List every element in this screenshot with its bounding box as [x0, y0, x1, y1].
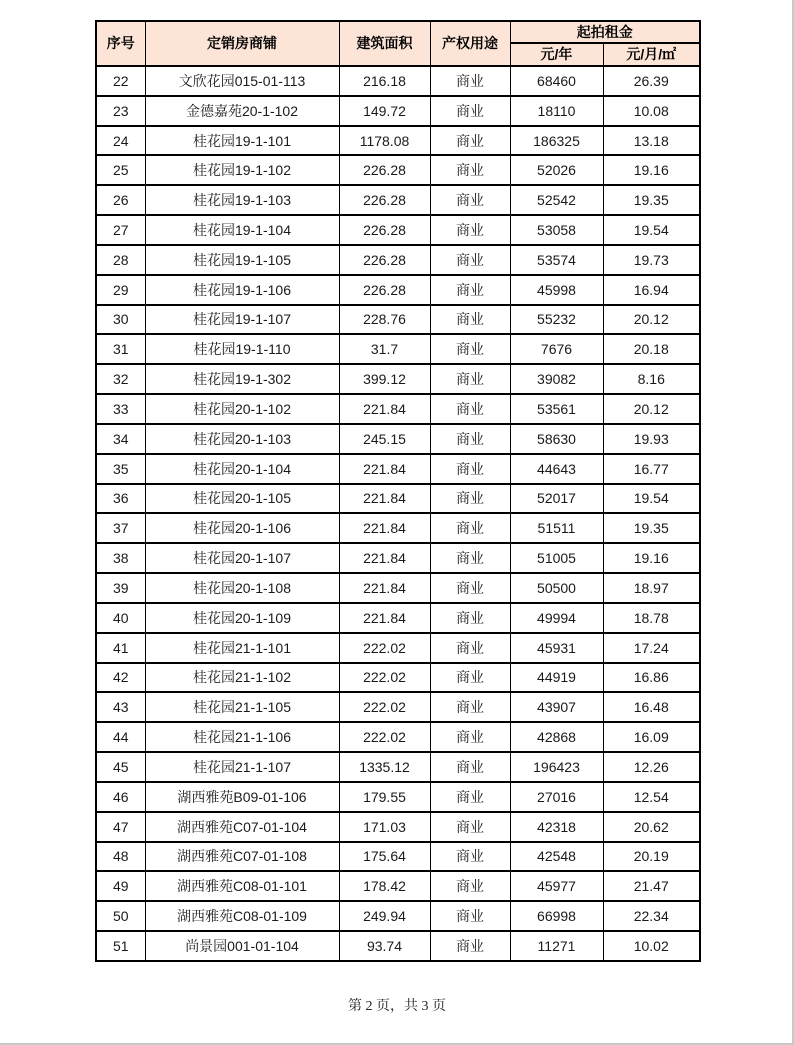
cell-area: 222.02	[339, 692, 430, 722]
cell-usage: 商业	[430, 573, 510, 603]
cell-index: 22	[96, 66, 145, 96]
cell-area: 221.84	[339, 394, 430, 424]
cell-rent-year: 58630	[510, 424, 603, 454]
cell-rent-year: 18110	[510, 96, 603, 126]
table-row	[96, 663, 700, 693]
table-row	[96, 901, 700, 931]
table-row	[96, 245, 700, 275]
header-rent-per-year: 元/年	[510, 43, 603, 66]
cell-rent-month-sqm: 19.16	[603, 155, 700, 185]
table-row	[96, 275, 700, 305]
cell-index: 51	[96, 931, 145, 961]
cell-rent-month-sqm: 17.24	[603, 633, 700, 663]
table-row	[96, 603, 700, 633]
cell-rent-year: 11271	[510, 931, 603, 961]
table-row	[96, 96, 700, 126]
cell-index: 39	[96, 573, 145, 603]
cell-shop: 湖西雅苑C08-01-109	[145, 901, 339, 931]
cell-shop: 桂花园21-1-105	[145, 692, 339, 722]
cell-shop: 桂花园19-1-105	[145, 245, 339, 275]
cell-rent-month-sqm: 20.62	[603, 812, 700, 842]
cell-shop: 湖西雅苑C07-01-104	[145, 812, 339, 842]
cell-index: 47	[96, 812, 145, 842]
table-row	[96, 454, 700, 484]
cell-rent-month-sqm: 18.97	[603, 573, 700, 603]
cell-shop: 桂花园20-1-108	[145, 573, 339, 603]
cell-rent-year: 50500	[510, 573, 603, 603]
cell-index: 31	[96, 334, 145, 364]
cell-rent-month-sqm: 16.77	[603, 454, 700, 484]
cell-usage: 商业	[430, 722, 510, 752]
cell-usage: 商业	[430, 334, 510, 364]
cell-rent-month-sqm: 20.12	[603, 305, 700, 335]
cell-area: 222.02	[339, 722, 430, 752]
cell-usage: 商业	[430, 185, 510, 215]
cell-rent-month-sqm: 16.86	[603, 663, 700, 693]
cell-usage: 商业	[430, 663, 510, 693]
header-area: 建筑面积	[339, 21, 430, 66]
cell-rent-month-sqm: 12.54	[603, 782, 700, 812]
cell-rent-year: 45998	[510, 275, 603, 305]
cell-usage: 商业	[430, 275, 510, 305]
cell-index: 30	[96, 305, 145, 335]
cell-index: 26	[96, 185, 145, 215]
cell-area: 226.28	[339, 185, 430, 215]
cell-rent-month-sqm: 8.16	[603, 364, 700, 394]
cell-usage: 商业	[430, 364, 510, 394]
cell-index: 32	[96, 364, 145, 394]
cell-area: 93.74	[339, 931, 430, 961]
table-row	[96, 812, 700, 842]
cell-index: 24	[96, 126, 145, 156]
cell-index: 45	[96, 752, 145, 782]
cell-rent-month-sqm: 19.35	[603, 185, 700, 215]
cell-index: 48	[96, 842, 145, 872]
cell-shop: 湖西雅苑C08-01-101	[145, 871, 339, 901]
cell-rent-year: 68460	[510, 66, 603, 96]
cell-index: 44	[96, 722, 145, 752]
cell-area: 31.7	[339, 334, 430, 364]
cell-shop: 桂花园20-1-102	[145, 394, 339, 424]
table-row	[96, 782, 700, 812]
cell-rent-year: 53058	[510, 215, 603, 245]
cell-area: 399.12	[339, 364, 430, 394]
cell-usage: 商业	[430, 155, 510, 185]
cell-rent-month-sqm: 19.73	[603, 245, 700, 275]
cell-area: 179.55	[339, 782, 430, 812]
cell-rent-year: 7676	[510, 334, 603, 364]
table-body	[96, 66, 700, 961]
table-row	[96, 334, 700, 364]
cell-shop: 桂花园20-1-103	[145, 424, 339, 454]
cell-rent-year: 52542	[510, 185, 603, 215]
cell-area: 1178.08	[339, 126, 430, 156]
cell-shop: 桂花园20-1-105	[145, 484, 339, 514]
table-row	[96, 871, 700, 901]
cell-shop: 桂花园19-1-101	[145, 126, 339, 156]
cell-rent-month-sqm: 13.18	[603, 126, 700, 156]
cell-shop: 金德嘉苑20-1-102	[145, 96, 339, 126]
cell-rent-month-sqm: 20.12	[603, 394, 700, 424]
cell-usage: 商业	[430, 543, 510, 573]
cell-shop: 文欣花园015-01-113	[145, 66, 339, 96]
cell-index: 36	[96, 484, 145, 514]
header-rent-per-month-sqm: 元/月/㎡	[603, 43, 700, 66]
cell-area: 226.28	[339, 215, 430, 245]
header-usage: 产权用途	[430, 21, 510, 66]
table-row	[96, 484, 700, 514]
cell-rent-year: 44643	[510, 454, 603, 484]
cell-area: 221.84	[339, 573, 430, 603]
cell-rent-year: 55232	[510, 305, 603, 335]
cell-rent-year: 39082	[510, 364, 603, 394]
cell-usage: 商业	[430, 66, 510, 96]
header-shop: 定销房商铺	[145, 21, 339, 66]
table-row	[96, 931, 700, 961]
cell-rent-month-sqm: 20.19	[603, 842, 700, 872]
cell-rent-year: 49994	[510, 603, 603, 633]
cell-index: 49	[96, 871, 145, 901]
cell-usage: 商业	[430, 842, 510, 872]
cell-index: 25	[96, 155, 145, 185]
cell-rent-month-sqm: 12.26	[603, 752, 700, 782]
cell-rent-month-sqm: 20.18	[603, 334, 700, 364]
table-row	[96, 155, 700, 185]
cell-rent-month-sqm: 18.78	[603, 603, 700, 633]
cell-index: 29	[96, 275, 145, 305]
cell-index: 50	[96, 901, 145, 931]
page-number-footer: 第 2 页，共 3 页	[348, 999, 446, 1014]
cell-shop: 桂花园19-1-107	[145, 305, 339, 335]
header-rent-group: 起拍租金	[510, 21, 700, 43]
cell-index: 27	[96, 215, 145, 245]
cell-area: 175.64	[339, 842, 430, 872]
cell-shop: 桂花园19-1-104	[145, 215, 339, 245]
cell-area: 178.42	[339, 871, 430, 901]
cell-rent-month-sqm: 19.93	[603, 424, 700, 454]
cell-rent-month-sqm: 19.54	[603, 484, 700, 514]
cell-usage: 商业	[430, 245, 510, 275]
header-index: 序号	[96, 21, 145, 66]
cell-rent-year: 196423	[510, 752, 603, 782]
cell-area: 149.72	[339, 96, 430, 126]
cell-usage: 商业	[430, 394, 510, 424]
table-row	[96, 543, 700, 573]
cell-area: 222.02	[339, 663, 430, 693]
table-row	[96, 215, 700, 245]
table-row	[96, 752, 700, 782]
cell-area: 249.94	[339, 901, 430, 931]
cell-shop: 桂花园21-1-106	[145, 722, 339, 752]
cell-rent-year: 45931	[510, 633, 603, 663]
cell-rent-year: 53574	[510, 245, 603, 275]
cell-usage: 商业	[430, 424, 510, 454]
table-row	[96, 185, 700, 215]
cell-rent-month-sqm: 19.35	[603, 513, 700, 543]
cell-area: 226.28	[339, 275, 430, 305]
cell-rent-year: 66998	[510, 901, 603, 931]
cell-rent-month-sqm: 22.34	[603, 901, 700, 931]
cell-usage: 商业	[430, 931, 510, 961]
table-row	[96, 722, 700, 752]
table-row	[96, 842, 700, 872]
cell-usage: 商业	[430, 96, 510, 126]
cell-rent-year: 51005	[510, 543, 603, 573]
cell-shop: 桂花园20-1-104	[145, 454, 339, 484]
cell-shop: 桂花园20-1-109	[145, 603, 339, 633]
cell-area: 226.28	[339, 155, 430, 185]
cell-index: 37	[96, 513, 145, 543]
cell-usage: 商业	[430, 126, 510, 156]
cell-rent-year: 44919	[510, 663, 603, 693]
table-row	[96, 692, 700, 722]
cell-shop: 湖西雅苑B09-01-106	[145, 782, 339, 812]
cell-rent-year: 186325	[510, 126, 603, 156]
cell-rent-month-sqm: 21.47	[603, 871, 700, 901]
cell-rent-year: 51511	[510, 513, 603, 543]
cell-area: 171.03	[339, 812, 430, 842]
cell-shop: 湖西雅苑C07-01-108	[145, 842, 339, 872]
cell-rent-year: 52026	[510, 155, 603, 185]
cell-usage: 商业	[430, 305, 510, 335]
cell-usage: 商业	[430, 633, 510, 663]
cell-index: 23	[96, 96, 145, 126]
cell-index: 28	[96, 245, 145, 275]
rent-table	[95, 20, 701, 962]
table-row	[96, 305, 700, 335]
cell-area: 221.84	[339, 603, 430, 633]
cell-index: 40	[96, 603, 145, 633]
cell-shop: 桂花园21-1-102	[145, 663, 339, 693]
cell-rent-month-sqm: 16.94	[603, 275, 700, 305]
cell-rent-year: 45977	[510, 871, 603, 901]
cell-shop: 桂花园19-1-106	[145, 275, 339, 305]
cell-usage: 商业	[430, 782, 510, 812]
cell-index: 42	[96, 663, 145, 693]
cell-area: 1335.12	[339, 752, 430, 782]
cell-rent-year: 43907	[510, 692, 603, 722]
cell-usage: 商业	[430, 513, 510, 543]
cell-index: 46	[96, 782, 145, 812]
cell-index: 35	[96, 454, 145, 484]
cell-shop: 桂花园20-1-106	[145, 513, 339, 543]
table-row	[96, 633, 700, 663]
cell-shop: 桂花园21-1-107	[145, 752, 339, 782]
cell-index: 38	[96, 543, 145, 573]
cell-usage: 商业	[430, 215, 510, 245]
cell-rent-year: 52017	[510, 484, 603, 514]
cell-usage: 商业	[430, 901, 510, 931]
cell-usage: 商业	[430, 871, 510, 901]
header-row-main	[96, 21, 700, 43]
cell-shop: 桂花园19-1-102	[145, 155, 339, 185]
cell-index: 34	[96, 424, 145, 454]
cell-area: 221.84	[339, 513, 430, 543]
cell-index: 43	[96, 692, 145, 722]
cell-rent-month-sqm: 16.09	[603, 722, 700, 752]
cell-area: 228.76	[339, 305, 430, 335]
cell-rent-month-sqm: 16.48	[603, 692, 700, 722]
cell-area: 226.28	[339, 245, 430, 275]
cell-index: 33	[96, 394, 145, 424]
cell-area: 216.18	[339, 66, 430, 96]
cell-shop: 桂花园21-1-101	[145, 633, 339, 663]
cell-rent-year: 53561	[510, 394, 603, 424]
cell-area: 245.15	[339, 424, 430, 454]
cell-rent-month-sqm: 10.02	[603, 931, 700, 961]
table-row	[96, 573, 700, 603]
cell-area: 221.84	[339, 484, 430, 514]
cell-shop: 桂花园20-1-107	[145, 543, 339, 573]
cell-rent-year: 42868	[510, 722, 603, 752]
cell-rent-year: 27016	[510, 782, 603, 812]
cell-area: 221.84	[339, 543, 430, 573]
cell-usage: 商业	[430, 692, 510, 722]
cell-rent-year: 42548	[510, 842, 603, 872]
table-row	[96, 394, 700, 424]
cell-rent-month-sqm: 26.39	[603, 66, 700, 96]
cell-rent-month-sqm: 19.54	[603, 215, 700, 245]
cell-area: 221.84	[339, 454, 430, 484]
cell-rent-month-sqm: 19.16	[603, 543, 700, 573]
cell-area: 222.02	[339, 633, 430, 663]
cell-rent-year: 42318	[510, 812, 603, 842]
table-row	[96, 513, 700, 543]
cell-usage: 商业	[430, 603, 510, 633]
cell-shop: 尚景园001-01-104	[145, 931, 339, 961]
table-row	[96, 424, 700, 454]
cell-index: 41	[96, 633, 145, 663]
cell-usage: 商业	[430, 454, 510, 484]
cell-shop: 桂花园19-1-110	[145, 334, 339, 364]
table-row	[96, 364, 700, 394]
cell-shop: 桂花园19-1-103	[145, 185, 339, 215]
cell-usage: 商业	[430, 484, 510, 514]
table-row	[96, 126, 700, 156]
cell-usage: 商业	[430, 752, 510, 782]
cell-rent-month-sqm: 10.08	[603, 96, 700, 126]
cell-shop: 桂花园19-1-302	[145, 364, 339, 394]
cell-usage: 商业	[430, 812, 510, 842]
table-row	[96, 66, 700, 96]
